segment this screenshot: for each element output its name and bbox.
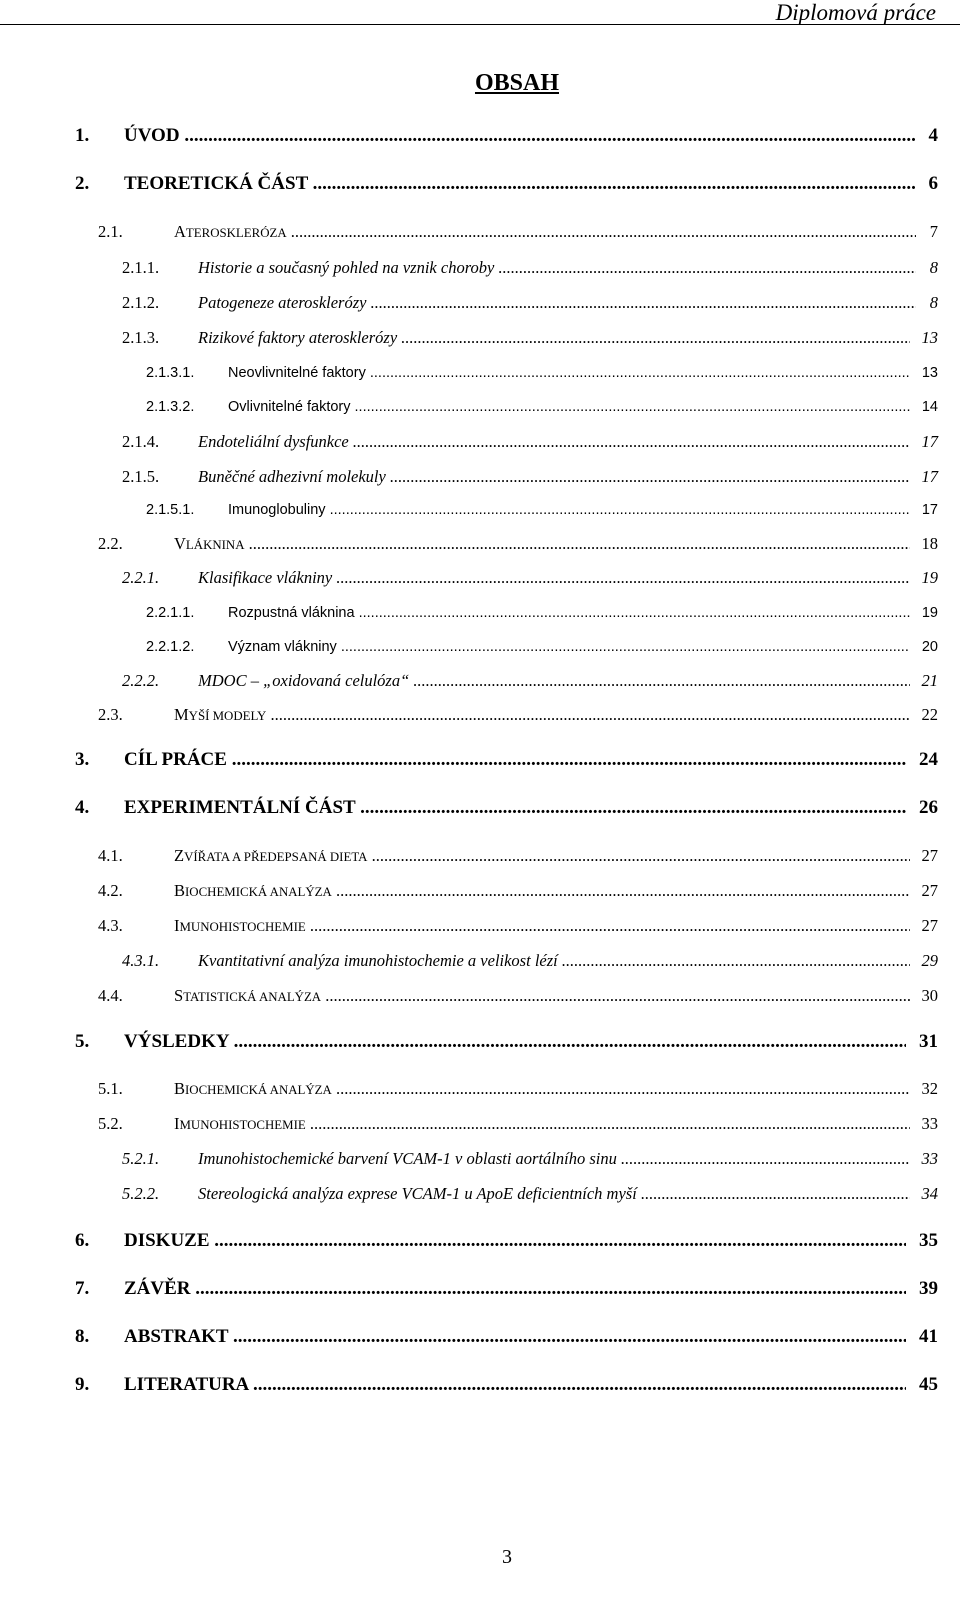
toc-title: DISKUZE ..... <box>124 1229 906 1253</box>
toc-entry-adhezivni-molekuly[interactable] <box>0 465 960 489</box>
toc-page-number: 27 <box>920 914 939 938</box>
toc-title: BIOCHEMICKÁ ANALÝZA ..... <box>174 879 910 904</box>
toc-page-number: 6 <box>928 173 938 194</box>
toc-page-number: 4 <box>928 125 938 146</box>
toc-page-number: 8 <box>928 291 938 315</box>
toc-number: 5.2. <box>98 1114 123 1133</box>
toc-page-number: 26 <box>919 797 938 818</box>
toc-page-number: 39 <box>919 1278 938 1299</box>
toc-page-number: 7 <box>928 220 938 244</box>
toc-entry-barveni-vcam[interactable] <box>0 1147 960 1171</box>
toc-number: 5. <box>75 1031 90 1052</box>
toc-entry-diskuze[interactable] <box>0 1229 960 1253</box>
toc-number: 2.2. <box>98 534 123 553</box>
toc-number: 2.2.1.1. <box>146 605 195 621</box>
toc-title: Význam vlákniny ..... <box>228 635 910 659</box>
toc-page-number: 20 <box>920 635 938 659</box>
toc-entry-vysledky-biochemicka-analyza[interactable] <box>0 1077 960 1101</box>
toc-number: 8. <box>75 1326 90 1347</box>
toc-page-number: 29 <box>920 949 939 973</box>
toc-title: Klasifikace vlákniny ..... <box>198 566 910 590</box>
toc-page-number: 30 <box>920 984 939 1008</box>
toc-title: STATISTICKÁ ANALÝZA ..... <box>174 984 910 1009</box>
toc-title: ZVÍŘATA A PŘEDEPSANÁ DIETA ..... <box>174 844 910 869</box>
toc-number: 2.1.5. <box>122 467 160 486</box>
header-rule <box>0 24 960 25</box>
toc-title: Imunohistochemické barvení VCAM-1 v oblasti aortálního sinu ..... <box>198 1147 910 1171</box>
toc-entry-rozpustna-vlaknina[interactable] <box>0 601 960 625</box>
toc-page-number: 19 <box>920 566 939 590</box>
toc-number: 1. <box>75 125 90 146</box>
toc-entry-cil-prace[interactable] <box>0 748 960 772</box>
toc-title: TEORETICKÁ ČÁST ..... <box>124 172 916 196</box>
toc-number: 2.1.3. <box>122 328 160 347</box>
toc-page-number: 24 <box>919 749 938 770</box>
toc-page-number: 35 <box>919 1230 938 1251</box>
toc-number: 4.3.1. <box>122 951 160 970</box>
toc-entry-neovlivnitelne[interactable] <box>0 361 960 385</box>
running-header: Diplomová práce <box>775 0 936 25</box>
toc-number: 2.1.1. <box>122 258 160 277</box>
toc-number: 5.2.1. <box>122 1149 160 1168</box>
toc-page-number: 33 <box>920 1112 939 1136</box>
toc-page-number: 19 <box>920 601 938 625</box>
toc-number: 5.2.2. <box>122 1184 160 1203</box>
toc-page-number: 27 <box>920 879 939 903</box>
toc-entry-ateroskleroza[interactable] <box>0 220 960 244</box>
toc-number: 5.1. <box>98 1079 123 1098</box>
toc-page-number: 14 <box>920 395 938 419</box>
toc-title: Rizikové faktory aterosklerózy ..... <box>198 326 910 350</box>
toc-number: 2.2.2. <box>122 671 160 690</box>
toc-entry-rizikove-faktory[interactable] <box>0 326 960 350</box>
toc-number: 2.1. <box>98 222 123 241</box>
toc-title: Stereologická analýza exprese VCAM-1 u ApoE deficientních myší ..... <box>198 1182 910 1206</box>
toc-entry-endotelialni-dysfunkce[interactable] <box>0 430 960 454</box>
toc-title: Patogeneze aterosklerózy ..... <box>198 291 916 315</box>
toc-page-number: 13 <box>920 326 939 350</box>
toc-number: 4.3. <box>98 916 123 935</box>
toc-title: EXPERIMENTÁLNÍ ČÁST ..... <box>124 796 906 820</box>
toc-title: ÚVOD ..... <box>124 124 916 148</box>
toc-page-number: 31 <box>919 1031 938 1052</box>
toc-entry-vysledky-imunohistochemie[interactable] <box>0 1112 960 1136</box>
toc-title: BIOCHEMICKÁ ANALÝZA ..... <box>174 1077 910 1102</box>
toc-number: 2.1.3.2. <box>146 399 195 415</box>
toc-number: 2.3. <box>98 705 123 724</box>
toc-number: 2.1.2. <box>122 293 160 312</box>
toc-entry-uvod[interactable] <box>0 124 960 148</box>
toc-page-number: 32 <box>920 1077 939 1101</box>
toc-entry-mdoc[interactable] <box>0 669 960 693</box>
toc-page-number: 8 <box>928 256 938 280</box>
toc-entry-vysledky[interactable] <box>0 1030 960 1054</box>
toc-number: 4.2. <box>98 881 123 900</box>
toc-title: IMUNOHISTOCHEMIE ..... <box>174 1112 910 1137</box>
toc-entry-patogeneze[interactable] <box>0 291 960 315</box>
toc-title: Buněčné adhezivní molekuly ..... <box>198 465 910 489</box>
toc-entry-abstrakt[interactable] <box>0 1325 960 1349</box>
toc-page-number: 41 <box>919 1326 938 1347</box>
toc-number: 6. <box>75 1230 90 1251</box>
toc-entry-experimentalni-cast[interactable] <box>0 796 960 820</box>
toc-entry-statisticka-analyza[interactable] <box>0 984 960 1008</box>
toc-title: Ovlivnitelné faktory ..... <box>228 395 910 419</box>
toc-number: 2.2.1.2. <box>146 639 195 655</box>
toc-page-number: 17 <box>920 430 939 454</box>
toc-title: Endoteliální dysfunkce ..... <box>198 430 910 454</box>
toc-title: Historie a současný pohled na vznik choroby ..... <box>198 256 916 280</box>
toc-entry-mysi-modely[interactable] <box>0 703 960 727</box>
toc-entry-literatura[interactable] <box>0 1373 960 1397</box>
toc-number: 4.1. <box>98 846 123 865</box>
toc-title: Imunoglobuliny ..... <box>228 498 910 522</box>
toc-entry-ovlivnitelne[interactable] <box>0 395 960 419</box>
toc-page-number: 17 <box>920 465 939 489</box>
toc-entry-vyznam-vlakniny[interactable] <box>0 635 960 659</box>
toc-page-number: 13 <box>920 361 938 385</box>
toc-page-number: 34 <box>920 1182 939 1206</box>
toc-entry-zaver[interactable] <box>0 1277 960 1301</box>
toc-title: VLÁKNINA ..... <box>174 532 910 557</box>
toc-title: IMUNOHISTOCHEMIE ..... <box>174 914 910 939</box>
toc-number: 4.4. <box>98 986 123 1005</box>
toc-page-number: 33 <box>920 1147 939 1171</box>
toc-title: Rozpustná vláknina ..... <box>228 601 910 625</box>
toc-title: Kvantitativní analýza imunohistochemie a velikost lézí ..... <box>198 949 910 973</box>
toc-title: LITERATURA ..... <box>124 1373 906 1397</box>
toc-entry-imunoglobuliny[interactable] <box>0 498 960 522</box>
toc-title: ZÁVĚR ..... <box>124 1277 906 1301</box>
toc-page-number: 27 <box>920 844 939 868</box>
toc-entry-vlaknina[interactable] <box>0 532 960 556</box>
toc-page-number: 22 <box>920 703 939 727</box>
toc-entry-historie[interactable] <box>0 256 960 280</box>
toc-number: 2.1.5.1. <box>146 502 195 518</box>
toc-number: 2.1.3.1. <box>146 365 195 381</box>
toc-title: ATEROSKLERÓZA ..... <box>174 220 916 245</box>
toc-page-number: 21 <box>920 669 939 693</box>
toc-number: 7. <box>75 1278 90 1299</box>
toc-entry-biochemicka-analyza[interactable] <box>0 879 960 903</box>
toc-number: 2.2.1. <box>122 568 160 587</box>
toc-entry-zvirata[interactable] <box>0 844 960 868</box>
page-title: OBSAH <box>474 70 560 96</box>
toc-title: ABSTRAKT ..... <box>124 1325 906 1349</box>
toc-page-number: 17 <box>920 498 938 522</box>
toc-entry-stereologicka-analyza[interactable] <box>0 1182 960 1206</box>
toc-title: CÍL PRÁCE ..... <box>124 748 906 772</box>
toc-number: 2.1.4. <box>122 432 160 451</box>
toc-number: 3. <box>75 749 90 770</box>
toc-number: 9. <box>75 1374 90 1395</box>
toc-entry-imunohistochemie[interactable] <box>0 914 960 938</box>
toc-title: MDOC – „oxidovaná celulóza“ ..... <box>198 669 910 693</box>
toc-number: 4. <box>75 797 90 818</box>
toc-page-number: 45 <box>919 1374 938 1395</box>
page-number: 3 <box>502 1546 512 1568</box>
toc-title: Neovlivnitelné faktory ..... <box>228 361 910 385</box>
toc-entry-klasifikace-vlakniny[interactable] <box>0 566 960 590</box>
toc-entry-kvantitativni-analyza[interactable] <box>0 949 960 973</box>
toc-entry-teoreticka-cast[interactable] <box>0 172 960 196</box>
toc-page-number: 18 <box>920 532 939 556</box>
toc-number: 2. <box>75 173 90 194</box>
toc-title: VÝSLEDKY ..... <box>124 1030 906 1054</box>
toc-title: MYŠÍ MODELY ..... <box>174 703 910 728</box>
